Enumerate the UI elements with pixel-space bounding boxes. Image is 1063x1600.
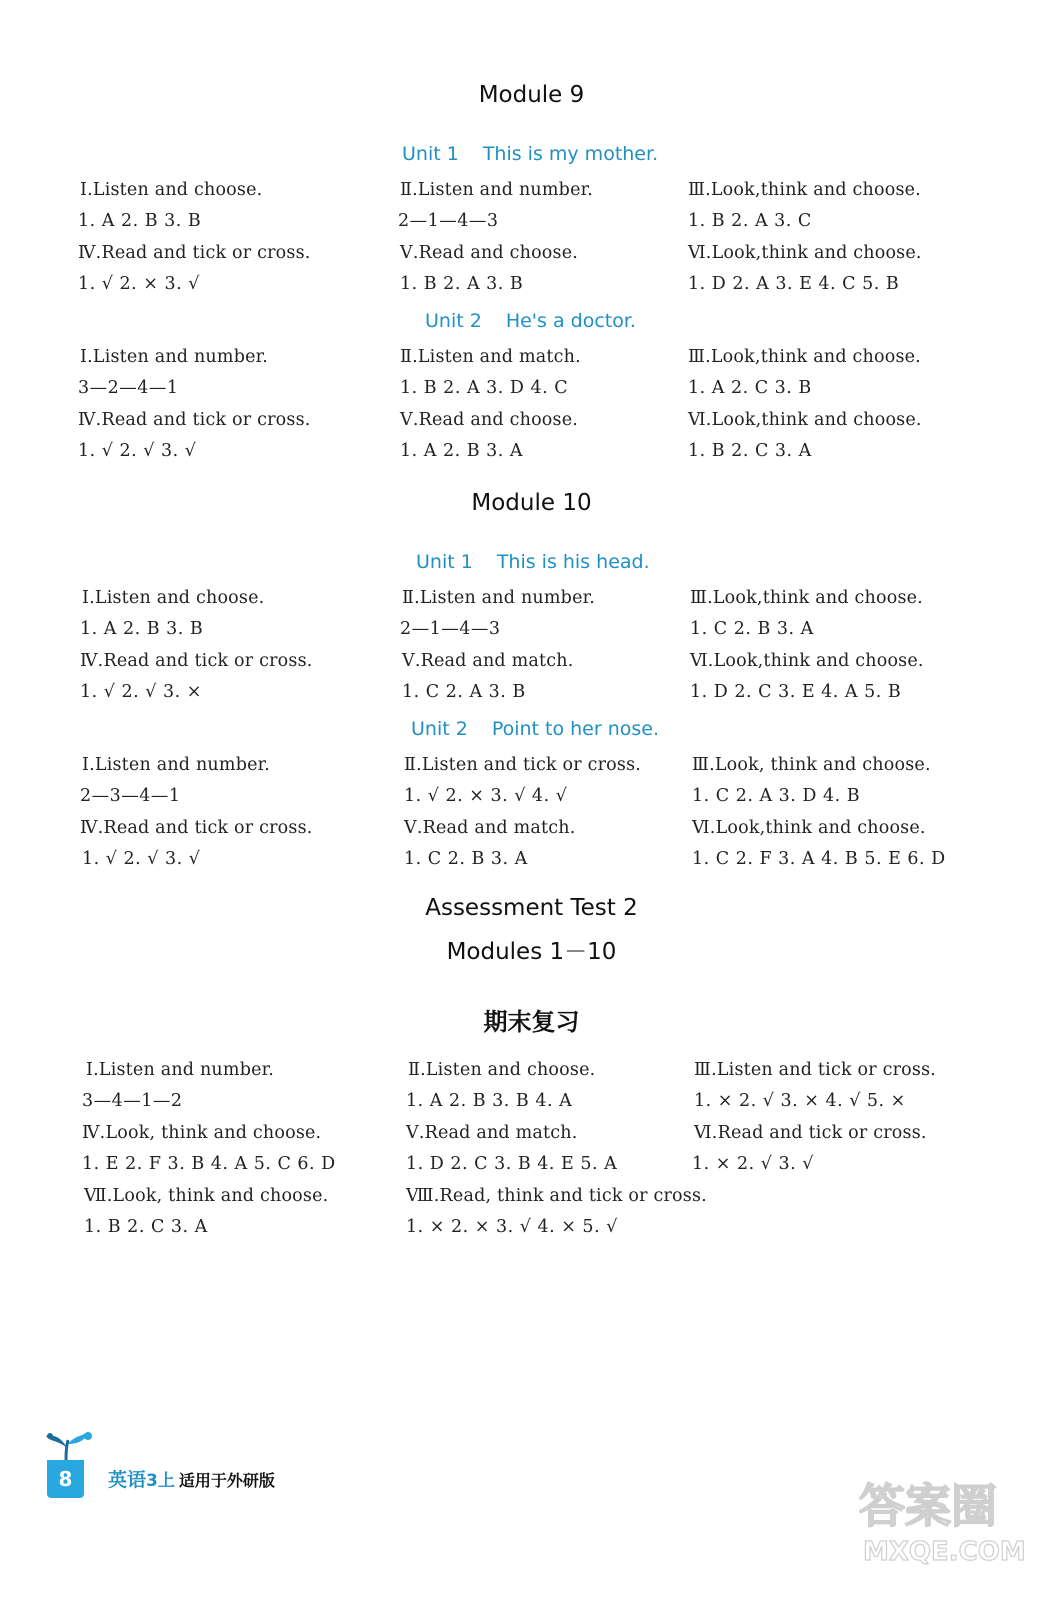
final-q7: Ⅶ.Look, think and choose. — [84, 1186, 329, 1206]
module9-unit1-title — [402, 143, 658, 165]
m9u2-q6: Ⅵ.Look,think and choose. — [688, 410, 922, 430]
final-q4: Ⅳ.Look, think and choose. — [82, 1123, 322, 1143]
m10u2-q6: Ⅵ.Look,think and choose. — [692, 818, 926, 838]
m9u1-q6: Ⅵ.Look,think and choose. — [688, 243, 922, 263]
m10u1-q1: Ⅰ.Listen and choose. — [82, 588, 265, 608]
final-a8: 1. × 2. × 3. √ 4. × 5. √ — [406, 1217, 618, 1237]
m10u2-a2: 1. √ 2. × 3. √ 4. √ — [404, 786, 568, 806]
final-a7: 1. B 2. C 3. A — [84, 1217, 208, 1237]
m9u2-a3: 1. A 2. C 3. B — [688, 378, 812, 398]
m9u1-q2: Ⅱ.Listen and number. — [400, 180, 594, 200]
m10u1-a6: 1. D 2. C 3. E 4. A 5. B — [690, 682, 902, 702]
final-q5: Ⅴ.Read and match. — [406, 1123, 578, 1143]
m9u1-a5: 1. B 2. A 3. B — [400, 274, 524, 294]
final-q6: Ⅵ.Read and tick or cross. — [694, 1123, 927, 1143]
module10-unit1-title — [416, 551, 650, 573]
footer-grade: 3上 — [146, 1471, 175, 1491]
m10u2-a4: 1. √ 2. √ 3. √ — [82, 849, 201, 869]
final-a5: 1. D 2. C 3. B 4. E 5. A — [406, 1154, 618, 1174]
final-a1: 3—4—1—2 — [82, 1091, 183, 1111]
watermark-line2: MXQE.COM — [863, 1537, 1026, 1567]
m9u1-q4: Ⅳ.Read and tick or cross. — [78, 243, 311, 263]
final-a6: 1. × 2. √ 3. √ — [692, 1154, 814, 1174]
m9u1-a1: 1. A 2. B 3. B — [78, 211, 202, 231]
m10u1-q6: Ⅵ.Look,think and choose. — [690, 651, 924, 671]
unit-name: He's a doctor. — [505, 310, 636, 332]
m9u1-q3: Ⅲ.Look,think and choose. — [688, 180, 921, 200]
module10-unit2-title — [411, 718, 659, 740]
m10u1-q2: Ⅱ.Listen and number. — [402, 588, 596, 608]
m9u1-a6: 1. D 2. A 3. E 4. C 5. B — [688, 274, 900, 294]
m10u2-a3: 1. C 2. A 3. D 4. B — [692, 786, 861, 806]
m9u1-a4: 1. √ 2. × 3. √ — [78, 274, 200, 294]
m9u2-a4: 1. √ 2. √ 3. √ — [78, 441, 197, 461]
m9u2-q5: Ⅴ.Read and choose. — [400, 410, 579, 430]
m9u2-q4: Ⅳ.Read and tick or cross. — [78, 410, 311, 430]
footer-edition: 适用于外研版 — [178, 1471, 275, 1490]
m10u1-q3: Ⅲ.Look,think and choose. — [690, 588, 923, 608]
final-a4: 1. E 2. F 3. B 4. A 5. C 6. D — [82, 1154, 336, 1174]
module9-unit2-title — [425, 310, 636, 332]
m10u1-q4: Ⅳ.Read and tick or cross. — [80, 651, 313, 671]
m10u1-a5: 1. C 2. A 3. B — [402, 682, 526, 702]
m10u2-a6: 1. C 2. F 3. A 4. B 5. E 6. D — [692, 849, 946, 869]
m9u2-a1: 3—2—4—1 — [78, 378, 179, 398]
m10u1-a2: 2—1—4—3 — [400, 619, 501, 639]
final-q1: Ⅰ.Listen and number. — [86, 1060, 275, 1080]
m10u2-q4: Ⅳ.Read and tick or cross. — [80, 818, 313, 838]
footer-book-title — [108, 1465, 275, 1492]
m10u2-a1: 2—3—4—1 — [80, 786, 181, 806]
final-review-title: 期末复习 — [483, 1008, 580, 1036]
unit-name: This is his head. — [496, 551, 650, 573]
m10u1-a4: 1. √ 2. √ 3. × — [80, 682, 202, 702]
unit-label: Unit 2 — [411, 718, 468, 740]
m10u2-q2: Ⅱ.Listen and tick or cross. — [404, 755, 642, 775]
unit-label: Unit 1 — [416, 551, 473, 573]
watermark-logo — [855, 1470, 1035, 1570]
m9u2-a5: 1. A 2. B 3. A — [400, 441, 524, 461]
m9u2-q2: Ⅱ.Listen and match. — [400, 347, 581, 367]
final-a2: 1. A 2. B 3. B 4. A — [406, 1091, 573, 1111]
m10u2-q1: Ⅰ.Listen and number. — [82, 755, 271, 775]
m10u2-q3: Ⅲ.Look, think and choose. — [692, 755, 931, 775]
module-9-title: Module 9 — [478, 82, 585, 108]
final-a3: 1. × 2. √ 3. × 4. √ 5. × — [694, 1091, 906, 1111]
module-10-title: Module 10 — [471, 490, 592, 516]
final-q2: Ⅱ.Listen and choose. — [408, 1060, 596, 1080]
m9u1-a3: 1. B 2. A 3. C — [688, 211, 812, 231]
watermark-line1: 答案圈 — [859, 1479, 997, 1533]
m9u1-q5: Ⅴ.Read and choose. — [400, 243, 579, 263]
unit-name: This is my mother. — [482, 143, 659, 165]
m9u1-a2: 2—1—4—3 — [398, 211, 499, 231]
m9u2-a6: 1. B 2. C 3. A — [688, 441, 812, 461]
m10u1-q5: Ⅴ.Read and match. — [402, 651, 574, 671]
footer-subject: 英语 — [108, 1469, 147, 1491]
m9u2-q1: Ⅰ.Listen and number. — [80, 347, 269, 367]
assessment-title: Assessment Test 2 — [425, 895, 638, 921]
final-q3: Ⅲ.Listen and tick or cross. — [694, 1060, 937, 1080]
sprout-icon — [42, 1430, 94, 1464]
final-q8: Ⅷ.Read, think and tick or cross. — [406, 1186, 707, 1206]
unit-name: Point to her nose. — [491, 718, 660, 740]
assessment-subtitle: Modules 1－10 — [446, 939, 617, 965]
m10u1-a3: 1. C 2. B 3. A — [690, 619, 814, 639]
page-number: 8 — [47, 1460, 84, 1498]
m10u1-a1: 1. A 2. B 3. B — [80, 619, 204, 639]
m9u2-a2: 1. B 2. A 3. D 4. C — [400, 378, 569, 398]
unit-label: Unit 2 — [425, 310, 482, 332]
unit-label: Unit 1 — [402, 143, 459, 165]
m10u2-q5: Ⅴ.Read and match. — [404, 818, 576, 838]
m9u1-q1: Ⅰ.Listen and choose. — [80, 180, 263, 200]
m9u2-q3: Ⅲ.Look,think and choose. — [688, 347, 921, 367]
m10u2-a5: 1. C 2. B 3. A — [404, 849, 528, 869]
